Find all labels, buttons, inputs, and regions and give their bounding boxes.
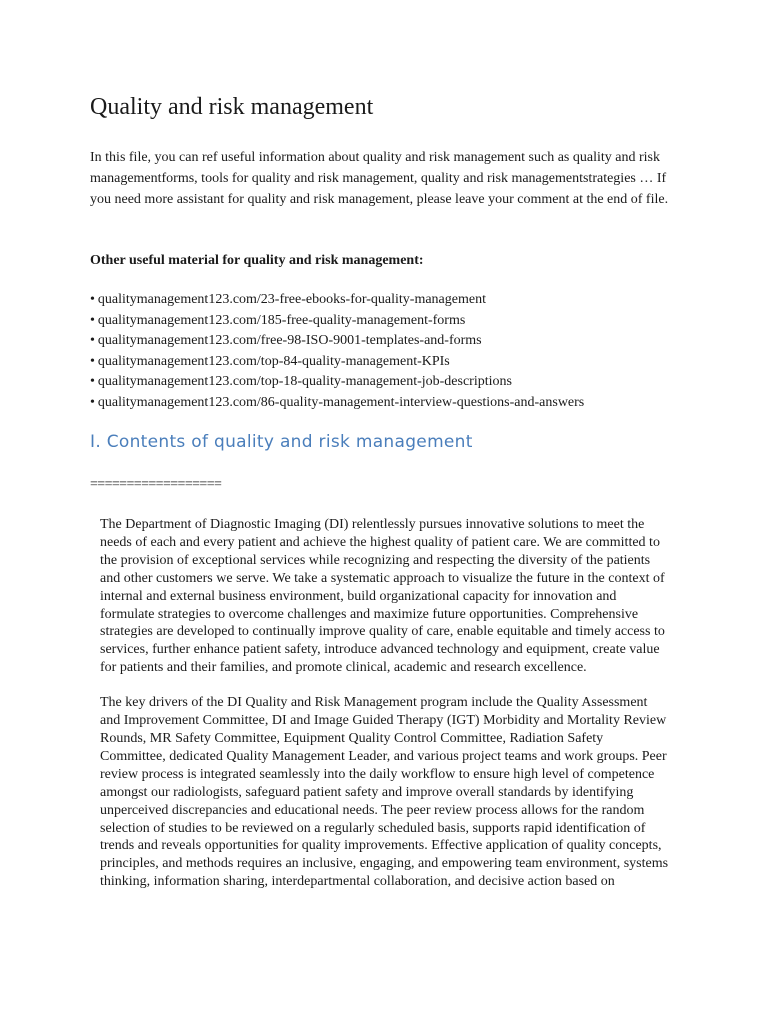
contents-body <box>100 516 670 908</box>
resource-link[interactable]: qualitymanagement123.com/free-98-ISO-9001-templates-and-forms <box>97 333 482 348</box>
body-paragraph: The Department of Diagnostic Imaging (DI) relentlessly pursues innovative solutions to meet the needs of each and every patient and achieve the highest quality of patient care. We are committed to the provision of exceptional services while recognizing and respecting the diversity of the patients and other customers we serve. We take a systematic approach to visualize the future in the context of internal and external business environment, build organizational capacity for innovation and formulate strategies to overcome challenges and maximize future opportunities. Comprehensive strategies are developed to continually improve quality of care, enable equitable and timely access to services, further enhance patient safety, introduce advanced technology and equipment, create value for patients and their families, and promote clinical, academic and research excellence. <box>100 517 665 676</box>
body-paragraph: The key drivers of the DI Quality and Risk Management program include the Quality Assessment and Improvement Committee, DI and Image Guided Therapy (IGT) Morbidity and Mortality Review Rounds, MR Safety Committee, Equipment Quality Control Committee, Radiation Safety Committee, dedicated Quality Management Leader, and various project teams and work groups. Peer review process is integrated seamlessly into the daily workflow to ensure high level of competence amongst our radiologists, safeguard patient safety and improve overall standards by identifying unperceived discrepancies and educational needs. The peer review process allows for the random selection of studies to be reviewed on a regularly scheduled basis, supports rapid identification of trends and reveals opportunities for quality improvements. Effective application of quality concepts, principles, and methods requires an inclusive, engaging, and empowering team environment, systems thinking, information sharing, interdepartmental collaboration, and decisive action based on <box>100 695 669 890</box>
resource-link[interactable]: qualitymanagement123.com/185-free-quality-management-forms <box>97 312 466 328</box>
list-item <box>90 393 584 414</box>
other-material-heading: Other useful material for quality and risk management: <box>90 253 424 268</box>
bullet-icon: • <box>90 333 95 348</box>
list-item <box>90 311 584 332</box>
resource-link-list <box>90 290 584 413</box>
bullet-icon: • <box>90 394 95 410</box>
list-item <box>90 290 584 311</box>
bullet-icon: • <box>90 292 95 307</box>
intro-paragraph: In this file, you can ref useful information about quality and risk management such as quality and risk managementforms, tools for quality and risk management, quality and risk managementstrategies … If you need more assistant for quality and risk management, please leave your comment at the end of file. <box>90 150 669 207</box>
resource-link[interactable]: qualitymanagement123.com/top-18-quality-management-job-descriptions <box>97 374 512 389</box>
list-item <box>90 331 584 352</box>
list-item <box>90 352 584 373</box>
resource-link[interactable]: qualitymanagement123.com/23-free-ebooks-for-quality-management <box>97 292 486 307</box>
section-heading: I. Contents of quality and risk management <box>90 432 473 452</box>
resource-link[interactable]: qualitymanagement123.com/top-84-quality-management-KPIs <box>97 353 450 369</box>
bullet-icon: • <box>90 374 95 389</box>
section-divider: ================== <box>90 477 222 492</box>
bullet-icon: • <box>90 353 95 369</box>
bullet-icon: • <box>90 312 95 328</box>
list-item <box>90 372 584 393</box>
resource-link[interactable]: qualitymanagement123.com/86-quality-management-interview-questions-and-answers <box>97 394 585 410</box>
page-title: Quality and risk management <box>90 94 374 120</box>
